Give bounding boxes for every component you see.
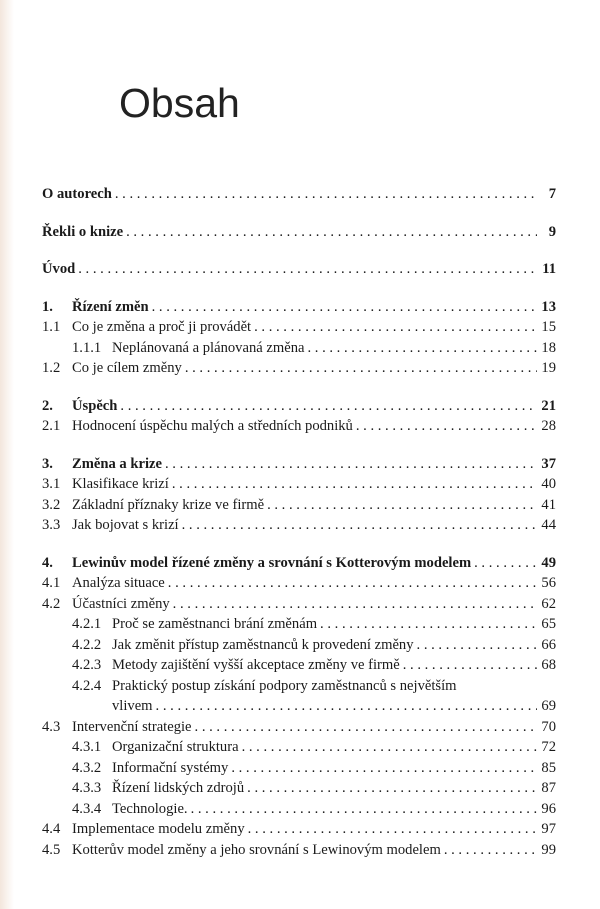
entry-title: Klasifikace krizí	[72, 476, 169, 492]
entry-page-number: 21	[541, 397, 556, 414]
toc-entry[interactable]	[42, 635, 556, 656]
toc-entry[interactable]	[42, 696, 556, 717]
entry-title: Řízení změn	[72, 298, 149, 315]
entry-page-number: 97	[541, 821, 556, 837]
entry-title: Úvod	[42, 261, 76, 277]
entry-number: 3.1	[42, 476, 61, 492]
entry-page-number: 7	[548, 186, 556, 202]
toc-entry[interactable]	[42, 416, 556, 437]
toc-entry[interactable]	[42, 396, 556, 417]
dot-leader	[356, 416, 537, 437]
toc-entry[interactable]	[42, 297, 556, 318]
toc-section	[42, 184, 556, 205]
entry-title: Neplánovaná a plánovaná změna	[112, 339, 305, 356]
toc-entry[interactable]	[42, 614, 556, 635]
entry-number: 4.3.4	[72, 800, 102, 817]
entry-page-number: 99	[541, 841, 556, 858]
dot-leader	[267, 495, 537, 516]
entry-title: Metody zajištění vyšší akceptace změny ve firmě	[112, 657, 400, 673]
entry-title: Jak bojovat s krizí	[72, 517, 179, 533]
entry-page-number: 69	[541, 698, 556, 714]
toc-entry[interactable]	[42, 338, 556, 359]
entry-number: 4.	[42, 554, 53, 571]
dot-leader	[231, 758, 537, 779]
entry-number: 3.3	[42, 517, 61, 533]
entry-page-number: 87	[541, 780, 556, 796]
dot-leader	[173, 594, 537, 615]
entry-number: 4.2.3	[72, 657, 102, 673]
entry-number: 4.2.4	[72, 677, 102, 694]
dot-leader	[254, 317, 537, 338]
entry-title: Změna a krize	[72, 455, 162, 472]
page-title: Obsah	[119, 80, 240, 126]
entry-title: Technologie.	[112, 800, 188, 817]
entry-title: Řekli o knize	[42, 223, 124, 240]
toc-entry[interactable]	[42, 655, 556, 676]
toc-entry[interactable]	[42, 474, 556, 495]
entry-page-number: 40	[541, 476, 556, 492]
dot-leader	[172, 474, 537, 495]
toc-section	[42, 396, 556, 437]
dot-leader	[195, 717, 537, 738]
entry-page-number: 72	[541, 739, 556, 755]
toc-entry[interactable]	[42, 515, 556, 536]
toc-section	[42, 454, 556, 536]
dot-leader	[156, 696, 537, 717]
dot-leader	[320, 614, 537, 635]
entry-title: Co je cílem změny	[72, 360, 182, 376]
entry-title: Kotterův model změny a jeho srovnání s Lewinovým modelem	[72, 841, 441, 858]
toc-section	[42, 553, 556, 861]
entry-number: 4.4	[42, 821, 61, 837]
entry-page-number: 85	[541, 759, 556, 776]
entry-page-number: 96	[541, 800, 556, 817]
toc-entry[interactable]	[42, 454, 556, 475]
dot-leader	[115, 184, 537, 205]
entry-page-number: 68	[541, 657, 556, 673]
entry-title: Analýza situace	[72, 575, 165, 591]
entry-page-number: 56	[541, 575, 556, 591]
entry-title: Řízení lidských zdrojů	[112, 780, 245, 796]
entry-title: Organizační struktura	[112, 739, 239, 755]
dot-leader	[417, 635, 537, 656]
entry-number: 4.3.3	[72, 780, 102, 796]
entry-number: 4.3.2	[72, 759, 102, 776]
scan-edge	[0, 0, 14, 909]
dot-leader	[403, 655, 537, 676]
entry-title: Proč se zaměstnanci brání změnám	[112, 616, 318, 632]
entry-page-number: 41	[541, 496, 556, 513]
entry-page-number: 49	[541, 554, 556, 571]
toc-section	[42, 297, 556, 379]
entry-number: 3.2	[42, 496, 61, 513]
entry-title: Implementace modelu změny	[72, 821, 245, 837]
entry-title: Základní příznaky krize ve firmě	[72, 496, 265, 513]
entry-number: 4.3	[42, 718, 61, 735]
dot-leader	[120, 396, 537, 417]
entry-title: O autorech	[42, 186, 112, 202]
entry-title: Informační systémy	[112, 759, 229, 776]
entry-page-number: 11	[542, 261, 556, 277]
entry-page-number: 9	[548, 223, 556, 240]
toc-entry[interactable]	[42, 495, 556, 516]
dot-leader	[248, 819, 537, 840]
dot-leader	[182, 515, 537, 536]
entry-title: vlivem	[112, 698, 153, 714]
entry-number: 2.	[42, 397, 53, 414]
entry-page-number: 37	[541, 455, 556, 472]
entry-page-number: 18	[541, 339, 556, 356]
dot-leader	[191, 799, 537, 820]
entry-number: 4.1	[42, 575, 61, 591]
toc-entry[interactable]	[42, 317, 556, 338]
entry-title: Úspěch	[72, 397, 118, 414]
entry-page-number: 19	[541, 360, 556, 376]
entry-number: 1.2	[42, 360, 61, 376]
entry-number: 3.	[42, 455, 53, 472]
toc-entry[interactable]	[42, 778, 556, 799]
entry-title: Co je změna a proč ji provádět	[72, 319, 252, 335]
entry-number: 4.2.1	[72, 616, 102, 632]
dot-leader	[78, 259, 537, 280]
entry-page-number: 28	[541, 418, 556, 434]
toc-entry[interactable]	[42, 717, 556, 738]
entry-number: 2.1	[42, 418, 61, 434]
dot-leader	[444, 840, 537, 861]
table-of-contents	[42, 184, 556, 877]
dot-leader	[165, 454, 537, 475]
toc-section	[42, 222, 556, 243]
dot-leader	[152, 297, 537, 318]
toc-entry[interactable]	[42, 676, 556, 697]
entry-page-number: 13	[541, 298, 556, 315]
dot-leader	[168, 573, 537, 594]
toc-section	[42, 259, 556, 280]
toc-entry[interactable]	[42, 758, 556, 779]
toc-entry[interactable]	[42, 553, 556, 574]
entry-number: 4.5	[42, 841, 61, 858]
toc-entry[interactable]	[42, 259, 556, 280]
entry-page-number: 62	[541, 595, 556, 612]
entry-page-number: 65	[541, 616, 556, 632]
entry-page-number: 44	[541, 517, 556, 533]
entry-page-number: 15	[541, 319, 556, 335]
toc-entry[interactable]	[42, 799, 556, 820]
toc-entry[interactable]	[42, 222, 556, 243]
entry-title: Hodnocení úspěchu malých a středních podniků	[72, 418, 353, 434]
toc-entry[interactable]	[42, 737, 556, 758]
entry-number: 1.	[42, 298, 53, 315]
dot-leader	[126, 222, 537, 243]
dot-leader	[474, 553, 537, 574]
entry-title: Účastníci změny	[72, 595, 170, 612]
entry-title: Praktický postup získání podpory zaměstnanců s největším	[112, 677, 457, 694]
toc-entry[interactable]	[42, 573, 556, 594]
toc-entry[interactable]	[42, 819, 556, 840]
entry-page-number: 66	[541, 636, 556, 653]
entry-number: 4.3.1	[72, 739, 102, 755]
dot-leader	[307, 338, 537, 359]
toc-entry[interactable]	[42, 594, 556, 615]
dot-leader	[185, 358, 537, 379]
entry-title: Lewinův model řízené změny a srovnání s Kotterovým modelem	[72, 554, 472, 571]
entry-number: 1.1	[42, 319, 61, 335]
dot-leader	[247, 778, 537, 799]
toc-entry[interactable]	[42, 184, 556, 205]
entry-number: 1.1.1	[72, 339, 102, 356]
entry-title: Jak změnit přístup zaměstnanců k provedení změny	[112, 636, 414, 653]
entry-title: Intervenční strategie	[72, 718, 192, 735]
toc-entry[interactable]	[42, 840, 556, 861]
entry-number: 4.2.2	[72, 636, 102, 653]
dot-leader	[242, 737, 537, 758]
entry-number: 4.2	[42, 595, 61, 612]
entry-page-number: 70	[541, 718, 556, 735]
toc-entry[interactable]	[42, 358, 556, 379]
